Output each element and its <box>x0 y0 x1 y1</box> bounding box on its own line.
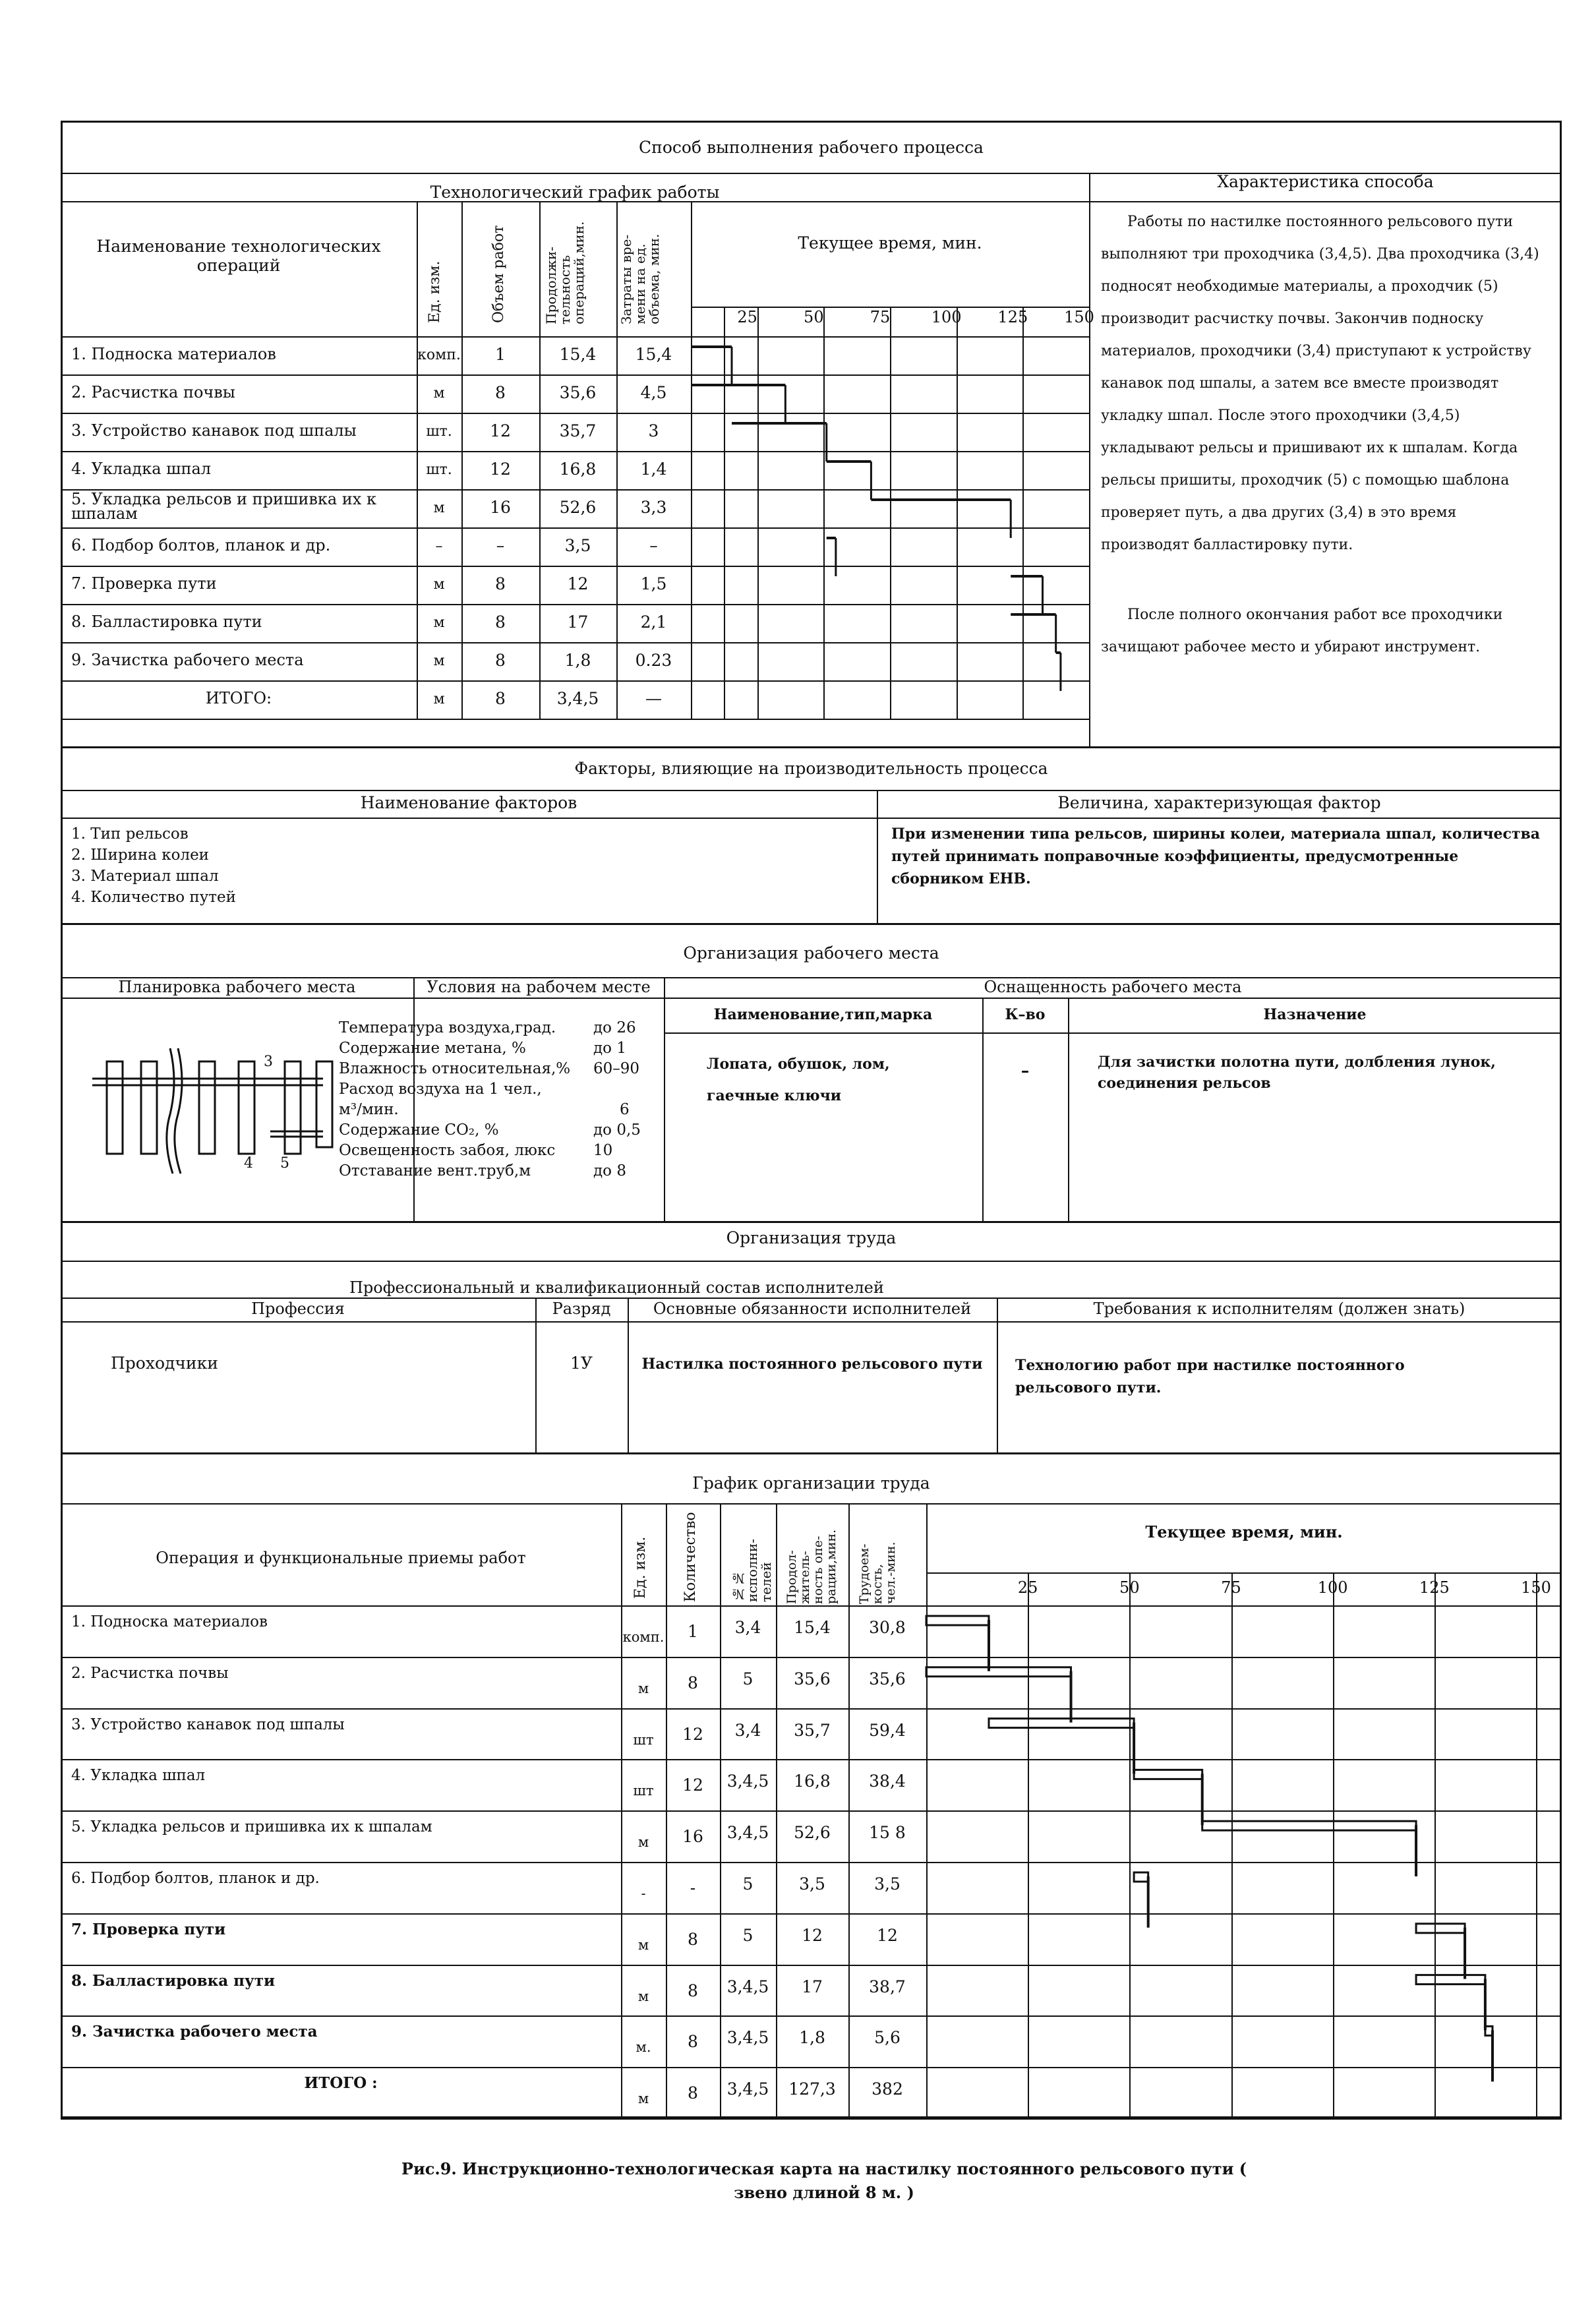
cond-key: Освещенность забоя, люкс <box>339 1142 556 1159</box>
tech-row-name: 3. Устройство канавок под шпалы <box>71 421 357 440</box>
tech-row-name: 2. Расчистка почвы <box>71 383 235 402</box>
char-text-2: После полного окончания работ все проходчики зачищают рабочее место и убирают инструмент. <box>1101 607 1503 655</box>
sched-row-unit: комп. <box>622 1629 665 1645</box>
cond-value: до 8 <box>593 1162 626 1179</box>
tech-row-unit: м <box>433 653 445 669</box>
sched-row-who: 3,4,5 <box>726 2079 769 2099</box>
sched-row-dur: 35,6 <box>794 1669 831 1688</box>
tech-row-cost: 2,1 <box>640 612 667 632</box>
sched-row-name: 8. Балластировка пути <box>71 1971 276 1990</box>
sched-row-name: 3. Устройство канавок под шпалы <box>71 1715 345 1733</box>
sched-row-who: 3,4 <box>734 1720 761 1740</box>
cond-value: до 26 <box>593 1019 636 1036</box>
sched-row-name: 9. Зачистка рабочего места <box>71 2023 318 2041</box>
sched-row-who: 3,4 <box>734 1618 761 1637</box>
sched-row-qty: 12 <box>682 1724 703 1744</box>
sched-col-op: Операция и функциональные приемы работ <box>156 1549 526 1567</box>
tech-row-dur: 16,8 <box>559 460 597 479</box>
cond-value: 10 <box>593 1142 613 1159</box>
tech-row-cost: 0.23 <box>635 651 672 670</box>
tech-row-unit: м <box>433 385 445 402</box>
sched-row-dur: 3,5 <box>799 1874 825 1894</box>
sched-row-unit: шт <box>633 1783 654 1799</box>
tech-row-name: 7. Проверка пути <box>71 574 217 593</box>
sched-row-who: 3,4,5 <box>726 1772 769 1791</box>
sched-col-lab: Трудоем- кость, чел.-мин. <box>857 1541 898 1604</box>
tech-row-name: 4. Укладка шпал <box>71 460 212 478</box>
char-title: Характеристика способа <box>1217 172 1434 191</box>
sched-row-dur: 1,8 <box>799 2028 825 2048</box>
tech-row-vol: 16 <box>490 498 511 517</box>
sched-row-name: 2. Расчистка почвы <box>71 1664 229 1682</box>
cond-key: Влажность относительная,% <box>339 1060 571 1077</box>
sched-row-lab: 30,8 <box>869 1618 906 1637</box>
tech-row-unit: шт. <box>426 423 452 440</box>
wp-plan-title: Планировка рабочего места <box>118 978 356 996</box>
tech-row-unit: комп. <box>417 347 461 363</box>
sched-tick: 150 <box>1521 1578 1551 1597</box>
tech-tick: 50 <box>804 308 824 326</box>
sched-row-name: 1. Подноска материалов <box>71 1613 268 1630</box>
labor-sub: Профессиональный и квалификационный состав исполнителей <box>349 1278 884 1297</box>
tech-row-cost: 1,4 <box>640 460 667 479</box>
sched-row-who: 3,4,5 <box>726 2028 769 2048</box>
plan-label-5: 5 <box>280 1155 289 1172</box>
labor-col-req: Требования к исполнителям (должен знать) <box>1093 1299 1465 1318</box>
tech-col-name: Наименование технологических операций <box>96 237 381 275</box>
cond-value: 60–90 <box>593 1060 640 1077</box>
factor-item: 2. Ширина колеи <box>71 847 210 864</box>
labor-req: Технологию работ при настилке постоянного рельсового пути. <box>1015 1357 1405 1396</box>
sched-row-dur: 12 <box>802 1925 823 1945</box>
sched-row-qty: 8 <box>688 1673 698 1692</box>
tech-row-cost: 3 <box>648 421 659 440</box>
cond-value: до 1 <box>593 1040 626 1057</box>
labor-col-grade: Разряд <box>552 1299 611 1318</box>
tech-row-dur: 15,4 <box>559 345 597 364</box>
tech-row-name: ИТОГО: <box>205 689 272 707</box>
eq-col-name: Наименование,тип,марка <box>713 1006 933 1023</box>
tech-row-cost: 3,3 <box>640 498 667 517</box>
tech-row-cost: — <box>645 689 662 708</box>
sched-row-qty: - <box>690 1878 696 1897</box>
tech-row-cost: 4,5 <box>640 383 667 402</box>
sched-row-dur: 127,3 <box>788 2079 836 2099</box>
cond-value: до 0,5 <box>593 1121 641 1139</box>
sched-tick: 125 <box>1419 1578 1450 1597</box>
plan-label-4: 4 <box>244 1155 253 1172</box>
tech-row-dur: 35,7 <box>559 421 597 440</box>
sched-row-qty: 8 <box>688 2032 698 2052</box>
sched-row-dur: 52,6 <box>794 1823 831 1843</box>
tech-tick: 150 <box>1064 308 1094 326</box>
sched-row-unit: м. <box>635 2039 651 2056</box>
sched-tick: 50 <box>1119 1578 1140 1597</box>
sched-row-who: 5 <box>742 1669 754 1688</box>
wp-cond-title: Условия на рабочем месте <box>427 978 651 996</box>
sched-time-title: Текущее время, мин. <box>1145 1522 1343 1541</box>
sched-col-unit: Ед. изм. <box>632 1536 649 1599</box>
tech-row-unit: м <box>433 614 445 631</box>
labor-prof: Проходчики <box>111 1354 218 1373</box>
tech-row-unit: шт. <box>426 462 452 478</box>
tech-row-dur: 1,8 <box>564 651 591 670</box>
main-title: Способ выполнения рабочего процесса <box>639 138 984 157</box>
sched-row-who: 5 <box>742 1874 754 1894</box>
tech-row-name: 5. Укладка рельсов и пришивка их к шпалам <box>71 490 376 523</box>
sched-row-name: 6. Подбор болтов, планок и др. <box>71 1870 320 1887</box>
tech-row-dur: 52,6 <box>559 498 597 517</box>
eq-name: Лопата, обушок, лом, гаечные ключи <box>707 1056 890 1104</box>
figure-caption: Рис.9. Инструкционно-технологическая карта на настилку постоянного рельсового пути ( звено длиной 8 м. ) <box>401 2159 1247 2202</box>
sched-row-lab: 382 <box>872 2079 903 2099</box>
wp-eq-title: Оснащенность рабочего места <box>984 978 1242 996</box>
sched-tick: 75 <box>1221 1578 1241 1597</box>
eq-purpose: Для зачистки полотна пути, долбления лунок, соединения рельсов <box>1098 1054 1496 1092</box>
eq-col-purpose: Назначение <box>1263 1006 1367 1023</box>
cond-key: м³/мин. <box>339 1101 399 1118</box>
tech-row-vol: 8 <box>495 383 506 402</box>
sched-row-name: 7. Проверка пути <box>71 1920 226 1938</box>
sched-row-who: 5 <box>742 1925 754 1945</box>
tech-tick: 100 <box>931 308 962 326</box>
sched-row-name: ИТОГО : <box>304 2074 378 2093</box>
tech-row-dur: 3,4,5 <box>556 689 599 708</box>
factor-item: 3. Материал шпал <box>71 868 219 885</box>
sched-row-qty: 1 <box>688 1622 698 1641</box>
labor-title: Организация труда <box>726 1228 897 1247</box>
factors-title: Факторы, влияющие на производительность процесса <box>574 759 1048 778</box>
tech-row-vol: 8 <box>495 651 506 670</box>
tech-row-dur: 17 <box>567 612 589 632</box>
cond-key: Отставание вент.труб,м <box>339 1162 531 1179</box>
sched-row-unit: м <box>637 1680 649 1696</box>
sched-row-lab: 35,6 <box>869 1669 906 1688</box>
tech-time-title: Текущее время, мин. <box>798 233 982 253</box>
tech-col-vol: Объем работ <box>490 225 507 323</box>
tech-row-vol: 8 <box>495 689 506 708</box>
labor-col-prof: Профессия <box>251 1299 345 1318</box>
sched-row-qty: 8 <box>688 2083 698 2103</box>
sched-row-unit: шт <box>633 1731 654 1748</box>
tech-row-unit: – <box>435 538 443 554</box>
tech-row-cost: – <box>649 536 658 555</box>
tech-row-name: 8. Балластировка пути <box>71 612 262 631</box>
sched-col-who: №№ исполни- телей <box>730 1538 774 1602</box>
sched-row-unit: м <box>637 2091 649 2107</box>
sched-col-dur: Продол- житель- ность опе- рации,мин. <box>784 1529 839 1604</box>
tech-row-vol: 8 <box>495 574 506 593</box>
sched-row-name: 4. Укладка шпал <box>71 1767 206 1785</box>
tech-row-unit: м <box>433 691 445 707</box>
tech-row-cost: 15,4 <box>635 345 672 364</box>
tech-title: Технологический график работы <box>430 183 720 202</box>
eq-col-qty: К–во <box>1005 1006 1046 1023</box>
plan-label-3: 3 <box>264 1054 273 1070</box>
cond-key: Расход воздуха на 1 чел., <box>339 1081 542 1098</box>
sched-row-who: 3,4,5 <box>726 1977 769 1996</box>
sched-row-lab: 59,4 <box>869 1720 906 1740</box>
labor-col-duties: Основные обязанности исполнителей <box>653 1299 972 1318</box>
cond-value: 6 <box>620 1101 630 1118</box>
tech-row-unit: м <box>433 500 445 516</box>
sched-row-dur: 15,4 <box>794 1618 831 1637</box>
tech-col-cost: Затраты вре- мени на ед. объема, мин. <box>618 233 662 324</box>
eq-qty: – <box>1020 1061 1030 1080</box>
tech-row-vol: 12 <box>490 421 511 440</box>
cond-key: Содержание СО₂, % <box>339 1121 499 1139</box>
sched-row-unit: м <box>637 1988 649 2004</box>
char-text: Работы по настилке постоянного рельсового пути выполняют три проходчика (3,4,5). Два проходчика (3,4) подносят необходимые материалы, а проходчик (5) производит расчистку почвы. Закончив подноску материалов, проходчики (3,4) приступают к устройству канавок под шпалы, а затем все вместе производят укладку шпал. После этого проходчики (3,4,5) укладывают рельсы и пришивают их к шпалам. Когда рельсы пришиты, проходчик (5) с помощью шаблона проверяет путь, а два других (3,4) в это время производят балластировку пути. <box>1101 214 1539 553</box>
tech-row-unit: м <box>433 576 445 593</box>
tech-tick: 75 <box>870 308 891 326</box>
factor-item: 4. Количество путей <box>71 889 236 906</box>
tech-tick: 125 <box>997 308 1028 326</box>
sched-row-qty: 12 <box>682 1775 703 1795</box>
cond-key: Температура воздуха,град. <box>339 1019 556 1036</box>
tech-row-vol: – <box>496 536 505 555</box>
factors-col-value: Величина, характеризующая фактор <box>1057 793 1381 812</box>
sched-row-lab: 38,4 <box>869 1772 906 1791</box>
tech-row-name: 9. Зачистка рабочего места <box>71 651 304 669</box>
sched-row-dur: 35,7 <box>794 1720 831 1740</box>
sched-row-dur: 16,8 <box>794 1772 831 1791</box>
sched-row-lab: 12 <box>877 1925 898 1945</box>
sched-col-qty: Количество <box>682 1512 699 1602</box>
tech-row-cost: 1,5 <box>640 574 667 593</box>
tech-row-dur: 3,5 <box>564 536 591 555</box>
sched-row-dur: 17 <box>802 1977 823 1996</box>
sched-tick: 100 <box>1317 1578 1348 1597</box>
schedule-title: График организации труда <box>692 1474 930 1493</box>
factors-value-text: При изменении типа рельсов, ширины колеи, материала шпал, количества путей принимать поправочные коэффициенты, предусмотренные сборником ЕНВ. <box>891 825 1541 887</box>
sched-row-who: 3,4,5 <box>726 1823 769 1843</box>
sched-row-qty: 8 <box>688 1929 698 1949</box>
sched-row-lab: 3,5 <box>874 1874 901 1894</box>
factor-item: 1. Тип рельсов <box>71 825 189 843</box>
workplace-title: Организация рабочего места <box>683 943 939 963</box>
tech-row-dur: 12 <box>567 574 589 593</box>
labor-grade: 1У <box>570 1354 593 1373</box>
sched-row-unit: м <box>637 1936 649 1953</box>
sched-row-lab: 15 8 <box>869 1823 906 1843</box>
tech-col-unit: Ед. изм. <box>427 260 443 323</box>
sched-row-name: 5. Укладка рельсов и пришивка их к шпалам <box>71 1818 432 1836</box>
cond-key: Содержание метана, % <box>339 1040 526 1057</box>
tech-col-dur: Продолжи- тельность операций,мин. <box>543 221 587 324</box>
labor-duties: Настилка постоянного рельсового пути <box>641 1356 983 1373</box>
tech-row-name: 6. Подбор болтов, планок и др. <box>71 536 331 554</box>
tech-row-vol: 1 <box>495 345 506 364</box>
sched-row-unit: м <box>637 1834 649 1851</box>
tech-tick: 25 <box>737 308 757 326</box>
tech-row-vol: 12 <box>490 460 511 479</box>
sched-row-lab: 38,7 <box>869 1977 906 1996</box>
sched-row-unit: - <box>641 1886 646 1901</box>
factors-col-name: Наименование факторов <box>360 793 577 812</box>
sched-tick: 25 <box>1017 1578 1038 1597</box>
sched-row-qty: 8 <box>688 1981 698 2000</box>
sched-row-lab: 5,6 <box>874 2028 901 2048</box>
tech-row-dur: 35,6 <box>559 383 597 402</box>
sched-row-qty: 16 <box>682 1827 703 1847</box>
tech-row-vol: 8 <box>495 612 506 632</box>
tech-row-name: 1. Подноска материалов <box>71 345 276 363</box>
